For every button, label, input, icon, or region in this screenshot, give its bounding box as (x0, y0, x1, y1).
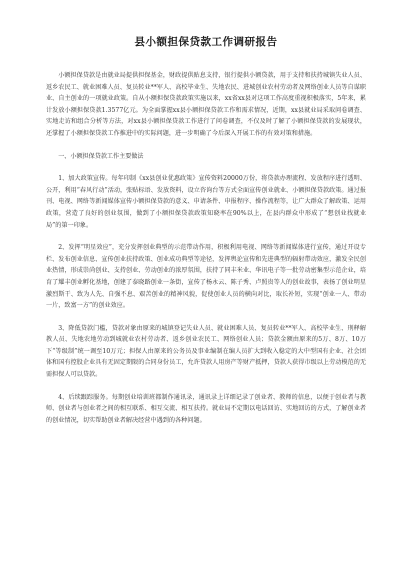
item-paragraph-4: 4、后续跟踪服务。每期创业培训班都制作通讯录，通讯录上详细记录了创业者、教师的信息，以便于创业者与教师、创业者与创业者之间的相互联系、相互交流、相互扶持。就业局不定期以电话回访、实地回访的方式，了解创业者的创业情况，切实帮助创业者解决经营中遇到的各种问题。 (46, 393, 366, 424)
intro-paragraph: 小额担保贷款是由就业局提供担保基金，财政提供贴息支持，银行提供小额贷款，用于支持和扶持城镇失业人员、返乡农民工、就业困难人员、复员转业**军人、高校毕业生、失地农民、进城创业农村劳动者及网络创业人员等自谋职业、自主创业的一项就业政策。自从小额担保贷款政策实施以来，xx省xx县对这项工作高度重视积极落实，5年来，累计发放小额担保贷款1.3577亿元。为全面掌握xx县小额担保贷款工作和需求情况，近期，xx县就业局采取问卷调查、实地走访和组合分析等方法，对xx县小额担保贷款工作进行了问卷调查，不仅及时了解了小额担保贷款的发展现状，还掌握了小额担保贷款工作推进中的实际问题，进一步明确了今后深入开展工作的有效对策和措施。 (46, 72, 366, 137)
document-title: 县小额担保贷款工作调研报告 (134, 36, 278, 48)
item-paragraph-2: 2、发挥“明星效应”，充分发挥创业典型的示范带动作用，积极利用电视、网络等新闻媒体进行宣传，通过开设专栏、发布创业信息、宣传创业扶持政策、创业成功典型等途径，发挥舆论宣传和先进典型的辐射带动效应，激发全民创业热情，形成崇尚创业、支持创业、劳动创业的浓厚氛围，扶持了同丰米业、华讯电子等一批劳动密集型示范企业，培育了耀丰创业孵化基地，创建了泰晓路创业一条街，宣传了杨永云、陈子秀、卢照贵等人的创业故事，表扬了创业明星激烈斯干、致为人先、自强不息、艰苦创业的精神风貌，促使创业人员的横向对比，取长补短，实现“创业一人、带动一片，致富一方”的创业效应。 (46, 244, 366, 310)
item-paragraph-1: 1、加大政策宣传。每年印制《xx县创业优惠政策》宣传资料20000万份，将贷款办理流程、发放程序进行透明、公开，利用“春风行动”活动，张贴标语、发放资料，设立咨询台等方式全面宣传创业就业、小额担保贷款政策。通过报刊、电视、网络等新闻媒体宣传小额担保贷款的意义、申请条件、申报程序、操作流程等，让广大群众了解政策、运用政策，营造了良好的创业氛围，做到了小额担保贷款政策知晓率在90%以上，在县内群众中形成了“想创业找就业局”的第一印象。 (46, 175, 366, 229)
section-heading: 一、小额担保贷款工作主要做法 (58, 152, 144, 160)
item-paragraph-3: 3、降低贷款门槛，贷款对象由原来的城镇登记失业人员、就业困难人员、复员转业**军人、高校毕业生、刑释解教人员、失地农地劳动到城就业农村劳动者、返乡创业农民工、网络创业人员；贷款金额由原来的5万、8万、10万下“等级制”统一调至10万元；担保人由原来的公务员及事业编制在编人员扩大到收入稳定的大中型国有企业、社会团体和国有控股企业具有无固定期限的合同身份员工，允许贷款人用房产等财产抵押，贷款人获得市级以上劳动模范的无需担保人可以贷款。 (46, 324, 366, 379)
